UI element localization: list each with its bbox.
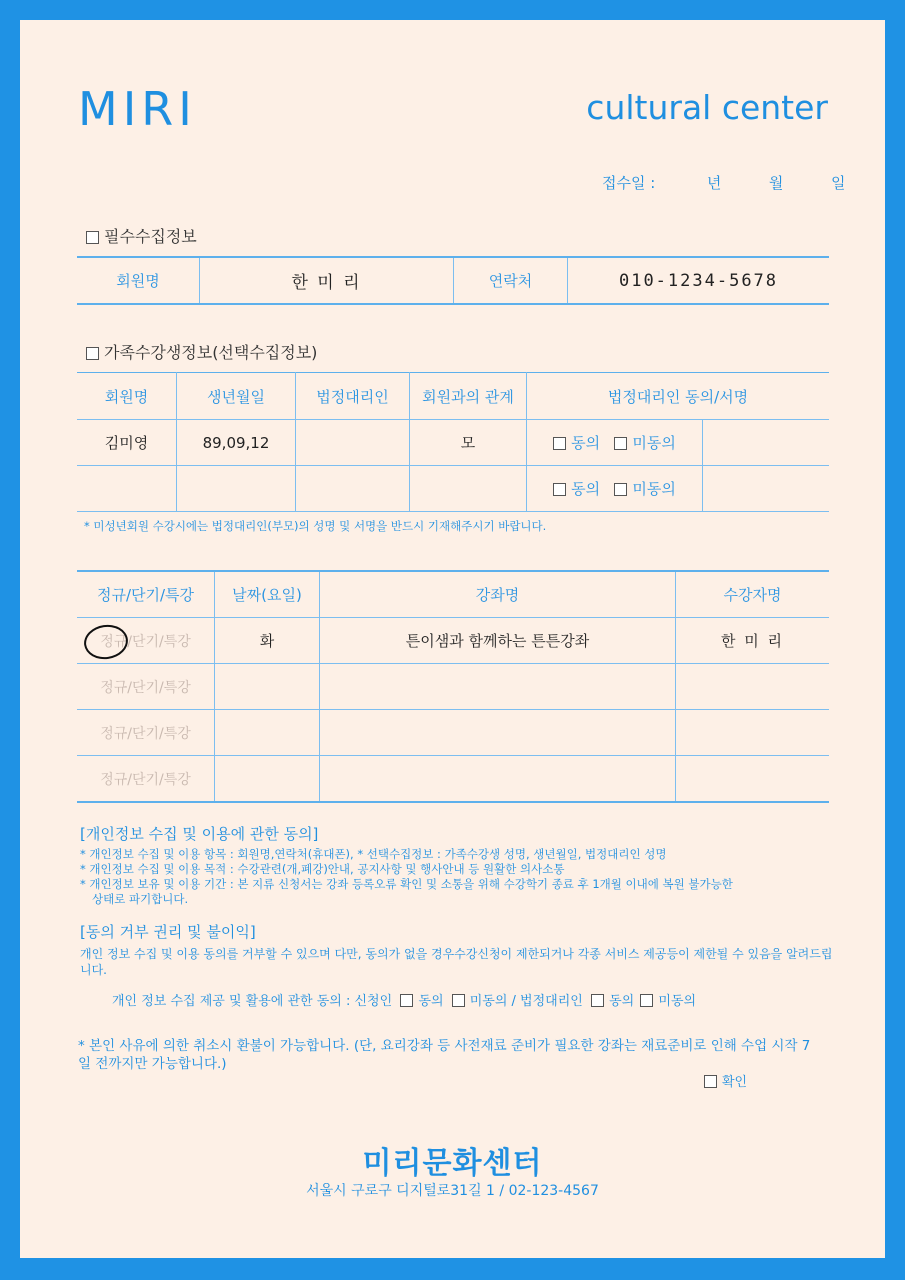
minor-note: * 미성년회원 수강시에는 법정대리인(부모)의 성명 및 서명을 반드시 기재해주시기 바랍니다. <box>84 519 547 533</box>
course-name[interactable] <box>320 756 676 803</box>
family-header-guardian: 법정대리인 <box>296 373 410 420</box>
applicant-agree-checkbox[interactable] <box>400 994 413 1007</box>
privacy-title: [개인정보 수집 및 이용에 관한 동의] <box>80 825 319 843</box>
course-name[interactable]: 튼이샘과 함께하는 튼튼강좌 <box>320 618 676 664</box>
member-name-value[interactable]: 한 미 리 <box>200 257 454 304</box>
family-header-birth: 생년월일 <box>177 373 296 420</box>
family-guardian[interactable] <box>296 420 410 466</box>
privacy-line-1: * 개인정보 수집 및 이용 항목 : 회원명,연락처(휴대폰), * 선택수집정보 : 가족수강생 성명, 생년월일, 법정대리인 성명 <box>80 847 667 861</box>
family-name[interactable] <box>77 466 177 512</box>
family-birth[interactable] <box>177 466 296 512</box>
course-type-options[interactable]: 정규/단기/특강 <box>77 756 215 803</box>
course-table <box>77 570 829 803</box>
receipt-date <box>602 172 845 193</box>
family-header-relation: 회원과의 관계 <box>410 373 527 420</box>
course-header-course: 강좌명 <box>320 571 676 618</box>
receipt-month: 월 <box>768 174 784 192</box>
refuse-text: 개인 정보 수집 및 이용 동의를 거부할 수 있으며 다만, 동의가 없을 경우수강신청이 제한되거나 각종 서비스 제공등이 제한될 수 있음을 알려드립니다. <box>80 947 833 977</box>
contact-value[interactable]: 010-1234-5678 <box>568 257 830 304</box>
table-row <box>77 710 829 756</box>
agree-checkbox[interactable] <box>553 483 566 496</box>
family-checkbox[interactable] <box>86 347 99 360</box>
privacy-line-3: * 개인정보 보유 및 이용 기간 : 본 지류 신청서는 강좌 등록오류 확인 및 소통을 위해 수강학기 종료 후 1개월 이내에 복원 불가능한 <box>80 877 733 891</box>
confirm-checkbox[interactable] <box>704 1075 717 1088</box>
family-header-name: 회원명 <box>77 373 177 420</box>
course-student[interactable] <box>676 664 830 710</box>
consent-line: 개인 정보 수집 제공 및 활용에 관한 동의 : 신청인 동의 미동의 / 법정대리인 동의 미동의 <box>112 994 697 1009</box>
family-section-title: 가족수강생정보(선택수집정보) <box>86 340 317 363</box>
table-row <box>77 756 829 803</box>
family-relation[interactable]: 모 <box>410 420 527 466</box>
course-student[interactable]: 한 미 리 <box>676 618 830 664</box>
disagree-checkbox[interactable] <box>614 483 627 496</box>
refuse-title: [동의 거부 권리 및 불이익] <box>80 923 256 941</box>
receipt-year: 년 <box>706 174 722 192</box>
required-checkbox[interactable] <box>86 231 99 244</box>
course-student[interactable] <box>676 710 830 756</box>
guardian-signature[interactable] <box>703 420 830 466</box>
guardian-signature[interactable] <box>703 466 830 512</box>
table-row <box>77 618 829 664</box>
receipt-day: 일 <box>830 174 846 192</box>
course-header-date: 날짜(요일) <box>215 571 320 618</box>
course-day[interactable] <box>215 710 320 756</box>
table-row <box>77 420 829 466</box>
consent-label: 개인 정보 수집 제공 및 활용에 관한 동의 : 신청인 <box>112 994 393 1009</box>
course-day[interactable]: 화 <box>215 618 320 664</box>
guardian-disagree-checkbox[interactable] <box>640 994 653 1007</box>
course-student[interactable] <box>676 756 830 803</box>
guardian-consent-options: 동의 미동의 <box>527 420 703 466</box>
course-day[interactable] <box>215 664 320 710</box>
required-info-table <box>77 256 829 305</box>
course-header-type: 정규/단기/특강 <box>77 571 215 618</box>
receipt-label: 접수일 : <box>602 174 656 192</box>
contact-label: 연락처 <box>454 257 568 304</box>
course-type-options[interactable]: 정규/단기/특강 <box>77 618 215 664</box>
center-address: 서울시 구로구 디지털로31길 1 / 02-123-4567 <box>306 1183 599 1199</box>
guardian-consent-options: 동의 미동의 <box>527 466 703 512</box>
table-row <box>77 664 829 710</box>
course-type-options[interactable]: 정규/단기/특강 <box>77 664 215 710</box>
family-guardian[interactable] <box>296 466 410 512</box>
guardian-agree-checkbox[interactable] <box>591 994 604 1007</box>
logo-subtitle: cultural center <box>586 88 828 127</box>
course-day[interactable] <box>215 756 320 803</box>
family-header-consent: 법정대리인 동의/서명 <box>527 373 830 420</box>
guardian-separator: / 법정대리인 <box>511 994 583 1009</box>
applicant-disagree-checkbox[interactable] <box>452 994 465 1007</box>
privacy-details <box>80 847 840 907</box>
course-header-student: 수강자명 <box>676 571 830 618</box>
course-name[interactable] <box>320 664 676 710</box>
application-form <box>20 20 885 1258</box>
required-section-title: 필수수집정보 <box>86 224 197 247</box>
member-name-label: 회원명 <box>77 257 200 304</box>
disagree-checkbox[interactable] <box>614 437 627 450</box>
family-birth[interactable]: 89,09,12 <box>177 420 296 466</box>
family-relation[interactable] <box>410 466 527 512</box>
center-name: 미리문화센터 <box>362 1146 543 1181</box>
refund-confirm: 확인 <box>704 1071 747 1090</box>
table-row <box>77 466 829 512</box>
family-info-table <box>77 372 829 512</box>
privacy-line-4: 상태로 파기합니다. <box>92 892 189 906</box>
privacy-line-2: * 개인정보 수집 및 이용 목적 : 수강관련(개,폐강)안내, 공지사항 및 행사안내 등 원활한 의사소통 <box>80 862 565 876</box>
agree-checkbox[interactable] <box>553 437 566 450</box>
course-name[interactable] <box>320 710 676 756</box>
miri-logo: MIRI <box>78 82 197 136</box>
family-name[interactable]: 김미영 <box>77 420 177 466</box>
course-type-options[interactable]: 정규/단기/특강 <box>77 710 215 756</box>
refund-notice: * 본인 사유에 의한 취소시 환불이 가능합니다. (단, 요리강좌 등 사전재료 준비가 필요한 강좌는 재료준비로 인해 수업 시작 7일 전까지만 가능합니다.) <box>78 1038 811 1072</box>
